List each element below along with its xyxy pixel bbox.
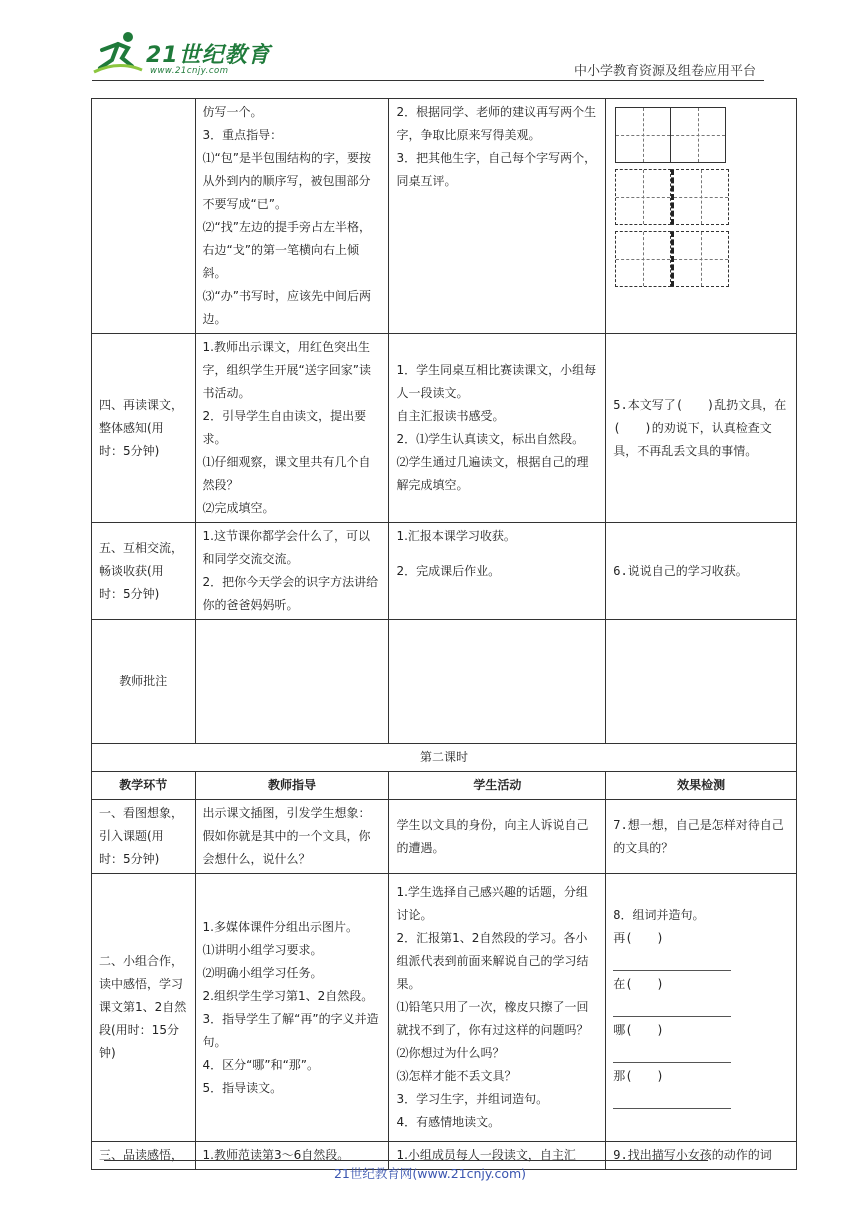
check-cell: 7.想一想，自己是怎样对待自己的文具的？	[606, 800, 797, 874]
teacher-annotation-label: 教师批注	[92, 620, 196, 744]
answer-blank	[613, 950, 731, 971]
student-cell: 1.汇报本课学习收获。 2．完成课后作业。	[389, 523, 606, 620]
footer-link[interactable]: 21世纪教育网(www.21cnjy.com)	[333, 1166, 527, 1181]
table-row	[92, 744, 797, 772]
answer-blank	[613, 1042, 731, 1063]
annotation-cell	[389, 620, 606, 744]
table-row	[92, 800, 797, 874]
tian-grid-box	[615, 107, 671, 163]
stage-cell: 二、小组合作，读中感悟，学习课文第1、2自然段(用时：15分钟)	[92, 874, 196, 1142]
teacher-cell: 出示课文插图，引发学生想象：假如你就是其中的一个文具，你会想什么，说什么？	[195, 800, 389, 874]
header-divider	[92, 80, 764, 81]
table-row	[92, 874, 797, 1142]
tian-grid-box	[671, 169, 729, 225]
column-header: 教师指导	[195, 772, 389, 800]
column-header: 效果检测	[606, 772, 797, 800]
check-cell: 8．组词并造句。 再( ) 在( ) 哪( ) 那( )	[606, 874, 797, 1142]
writing-grid-row	[615, 107, 789, 163]
stage-cell: 五、互相交流，畅谈收获(用时：5分钟)	[92, 523, 196, 620]
tian-grid-box	[615, 231, 671, 287]
teacher-cell: 1.教师范读第3～6自然段。	[195, 1142, 389, 1170]
annotation-cell	[195, 620, 389, 744]
writing-grid-cell	[606, 99, 797, 334]
annotation-cell	[606, 620, 797, 744]
student-cell: 1.学生选择自己感兴趣的话题，分组讨论。 2．汇报第1、2自然段的学习。各小组派代表到前面来解说自己的学习结果。 ⑴铅笔只用了一次，橡皮只擦了一回就找不到了，你有过这样的问题吗？ ⑵你想过为什么吗？ ⑶怎样才能不丢文具？ 3．学习生字，并组词造句。 4．有感情地读文。	[389, 874, 606, 1142]
stage-cell: 四、再读课文，整体感知(用时：5分钟)	[92, 334, 196, 523]
teacher-cell: 1.教师出示课文，用红色突出生字，组织学生开展“送字回家”读书活动。 2．引导学生自由读文，提出要求。 ⑴仔细观察，课文里共有几个自然段？ ⑵完成填空。	[195, 334, 389, 523]
teacher-cell: 1.这节课你都学会什么了，可以和同学交流交流。 2．把你今天学会的识字方法讲给你的爸爸妈妈听。	[195, 523, 389, 620]
check-cell: 6.说说自己的学习收获。	[606, 523, 797, 620]
table-row	[92, 334, 797, 523]
teacher-cell: 1.多媒体课件分组出示图片。 ⑴讲明小组学习要求。 ⑵明确小组学习任务。 2.组织学生学习第1、2自然段。 3．指导学生了解“再”的字义并造句。 4．区分“哪”和“那”。 5．指导读文。	[195, 874, 389, 1142]
logo-text: 21世纪教育	[146, 43, 271, 68]
student-cell: 1．学生同桌互相比赛读课文，小组每人一段读文。 自主汇报读书感受。 2．⑴学生认真读文，标出自然段。 ⑵学生通过几遍读文，根据自己的理解完成填空。	[389, 334, 606, 523]
check-cell: 5.本文写了( )乱扔文具，在( )的劝说下，认真检查文具，不再乱丢文具的事情。	[606, 334, 797, 523]
tian-grid-box	[671, 107, 726, 163]
column-header: 教学环节	[92, 772, 196, 800]
writing-grid-row	[615, 169, 789, 225]
teacher-cell: 仿写一个。 3．重点指导： ⑴“包”是半包围结构的字，要按从外到内的顺序写，被包围部分不要写成“已”。 ⑵“找”左边的提手旁占左半格，右边“戈”的第一笔横向右上倾斜。 ⑶“办”书写时，应该先中间后两边。	[195, 99, 389, 334]
writing-grid-row	[615, 231, 789, 287]
platform-title: 中小学教育资源及组卷应用平台	[573, 64, 756, 79]
column-header: 学生活动	[389, 772, 606, 800]
student-cell: 1.小组成员每人一段读文，自主汇	[389, 1142, 606, 1170]
header-row	[92, 772, 797, 800]
stage-cell	[92, 99, 196, 334]
table-row	[92, 620, 797, 744]
stage-cell: 一、看图想象，引入课题(用时：5分钟)	[92, 800, 196, 874]
student-cell: 学生以文具的身份，向主人诉说自己的遭遇。	[389, 800, 606, 874]
footer-divider	[104, 1160, 708, 1161]
table-row	[92, 523, 797, 620]
lesson-plan-table	[91, 98, 797, 1170]
logo-url: www.21cnjy.com	[150, 66, 229, 76]
student-cell: 2．根据同学、老师的建议再写两个生字，争取比原来写得美观。 3．把其他生字，自己每个字写两个，同桌互评。	[389, 99, 606, 334]
tian-grid-box	[615, 169, 671, 225]
answer-blank	[613, 1088, 731, 1109]
stage-cell: 三、品读感悟，	[92, 1142, 196, 1170]
runner-logo-icon	[92, 30, 144, 74]
tian-grid-box	[671, 231, 729, 287]
lesson-title: 第二课时	[92, 744, 797, 772]
check-cell: 9.找出描写小女孩的动作的词	[606, 1142, 797, 1170]
answer-blank	[613, 996, 731, 1017]
table-row	[92, 99, 797, 334]
page-header	[0, 0, 860, 90]
